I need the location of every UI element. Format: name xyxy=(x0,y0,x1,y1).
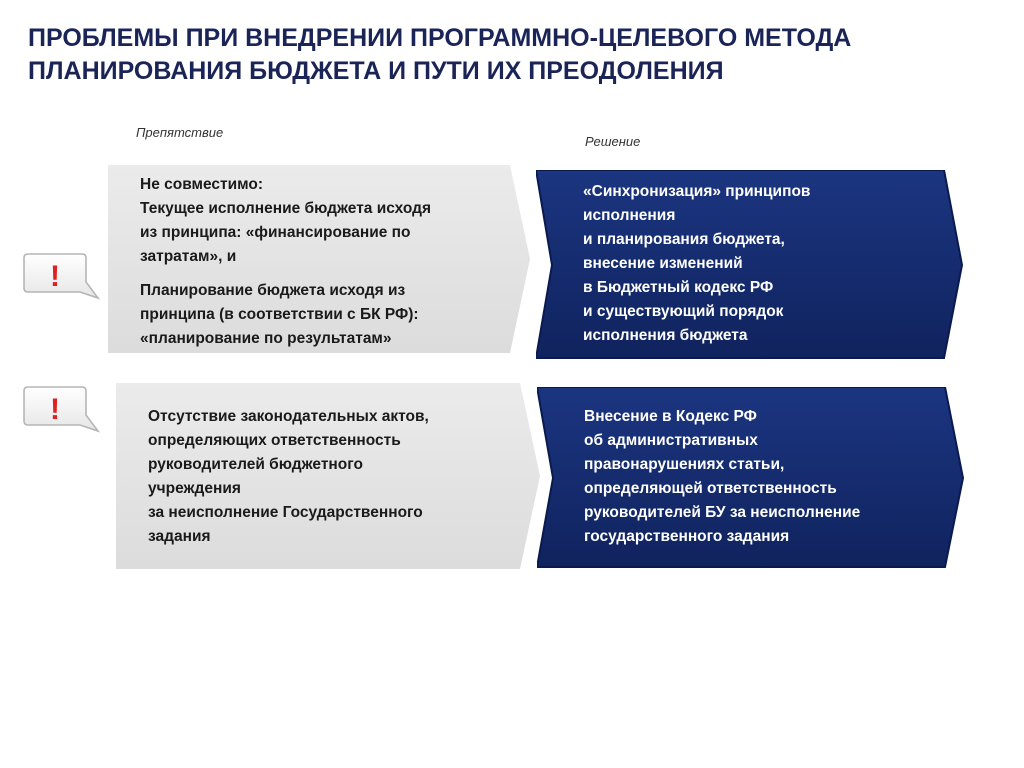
obstacle-text-2 xyxy=(148,405,533,549)
slide-title xyxy=(28,22,1008,88)
solution-2-line-1: Внесение в Кодекс РФ xyxy=(584,408,757,425)
obstacle-2-line-2: определяющих ответственность xyxy=(148,432,401,449)
solution-text-1 xyxy=(583,180,953,348)
obstacle-1-line-5: Планирование бюджета исходя из xyxy=(140,282,406,299)
obstacle-2-line-1: Отсутствие законодательных актов, xyxy=(148,408,429,425)
obstacle-2-line-4: учреждения xyxy=(148,480,241,497)
alert-icon-2 xyxy=(22,385,102,441)
solution-2-line-2: об административных xyxy=(584,432,758,449)
solution-1-line-1: «Синхронизация» принципов xyxy=(583,183,811,200)
solution-1-line-3: и планирования бюджета, xyxy=(583,231,785,248)
solution-text-2 xyxy=(584,405,959,549)
obstacle-1-line-3: из принципа: «финансирование по xyxy=(140,224,411,241)
obstacle-text-1 xyxy=(140,173,525,351)
obstacle-1-line-7: «планирование по результатам» xyxy=(140,330,392,347)
solution-column-label: Решение xyxy=(585,134,641,149)
obstacle-1-line-4: затратам», и xyxy=(140,248,237,265)
solution-1-line-6: и существующий порядок xyxy=(583,303,784,320)
obstacle-1-line-6: принципа (в соответствии с БК РФ): xyxy=(140,306,419,323)
solution-2-line-5: руководителей БУ за неисполнение xyxy=(584,504,861,521)
solution-2-line-3: правонарушениях статьи, xyxy=(584,456,785,473)
title-line-2: ПЛАНИРОВАНИЯ БЮДЖЕТА И ПУТИ ИХ ПРЕОДОЛЕНИЯ xyxy=(28,57,724,85)
alert-mark-2: ! xyxy=(50,393,60,426)
obstacle-2-line-6: задания xyxy=(148,528,211,545)
solution-1-line-4: внесение изменений xyxy=(583,255,743,272)
alert-mark-1: ! xyxy=(50,260,60,293)
solution-box-2 xyxy=(537,387,965,569)
obstacle-2-line-5: за неисполнение Государственного xyxy=(148,504,423,521)
title-line-1: ПРОБЛЕМЫ ПРИ ВНЕДРЕНИИ ПРОГРАММНО-ЦЕЛЕВОГО МЕТОДА xyxy=(28,24,852,52)
obstacle-box-2 xyxy=(116,383,540,569)
solution-1-line-5: в Бюджетный кодекс РФ xyxy=(583,279,774,296)
solution-2-line-6: государственного задания xyxy=(584,528,790,545)
solution-1-line-7: исполнения бюджета xyxy=(583,327,748,344)
obstacle-box-1 xyxy=(108,165,530,353)
solution-1-line-2: исполнения xyxy=(583,207,676,224)
obstacle-column-label: Препятствие xyxy=(136,125,224,140)
obstacle-1-line-1: Не совместимо: xyxy=(140,176,264,193)
obstacle-1-line-2: Текущее исполнение бюджета исходя xyxy=(140,200,432,217)
solution-box-1 xyxy=(536,170,964,360)
obstacle-2-line-3: руководителей бюджетного xyxy=(148,456,363,473)
alert-icon-1 xyxy=(22,252,102,308)
solution-2-line-4: определяющей ответственность xyxy=(584,480,837,497)
